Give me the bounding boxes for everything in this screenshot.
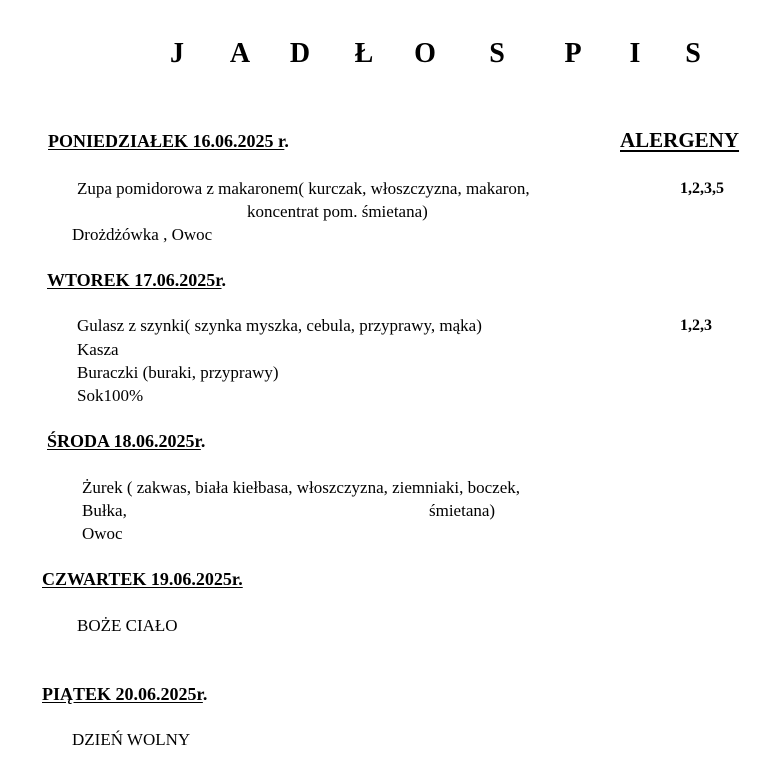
menu-line: Owoc bbox=[82, 524, 123, 543]
title-letter: D bbox=[289, 38, 311, 69]
day-header-tail: . bbox=[221, 270, 227, 290]
day-header-thursday bbox=[42, 569, 243, 590]
day-header-monday bbox=[48, 131, 289, 152]
title-letter: S bbox=[685, 38, 701, 69]
menu-title bbox=[0, 38, 780, 78]
day-header-wednesday bbox=[47, 431, 205, 452]
menu-line: BOŻE CIAŁO bbox=[77, 616, 178, 635]
allergen-codes: 1,2,3 bbox=[680, 317, 712, 334]
title-letter: O bbox=[414, 38, 436, 69]
day-header-text: WTOREK 17.06.2025r bbox=[47, 270, 222, 290]
allergen-codes: 1,2,3,5 bbox=[680, 180, 724, 197]
day-header-tail: . bbox=[202, 684, 208, 704]
day-header-friday bbox=[42, 684, 207, 705]
menu-line: koncentrat pom. śmietana) bbox=[247, 202, 428, 221]
menu-line: Zupa pomidorowa z makaronem( kurczak, włoszczyzna, makaron, bbox=[77, 179, 530, 198]
day-header-text: PONIEDZIAŁEK 16.06.2025 r bbox=[48, 131, 285, 151]
day-header-text: ŚRODA 18.06.2025r bbox=[47, 431, 201, 451]
menu-line: DZIEŃ WOLNY bbox=[72, 730, 191, 749]
menu-line: Buraczki (buraki, przyprawy) bbox=[77, 363, 279, 382]
menu-line: Sok100% bbox=[77, 386, 144, 405]
allergens-header: ALERGENY bbox=[620, 128, 740, 152]
day-header-tail: . bbox=[200, 431, 206, 451]
title-letter: P bbox=[564, 38, 582, 69]
menu-line: Drożdżówka , Owoc bbox=[72, 225, 213, 244]
menu-line: Bułka, bbox=[82, 501, 127, 520]
day-header-tail: . bbox=[284, 131, 289, 151]
title-letter: S bbox=[489, 38, 505, 69]
title-letter: I bbox=[629, 38, 641, 69]
menu-line: śmietana) bbox=[429, 501, 496, 520]
day-header-tuesday bbox=[47, 270, 226, 291]
menu-line: Gulasz z szynki( szynka myszka, cebula, przyprawy, mąka) bbox=[77, 316, 482, 335]
title-letter: A bbox=[229, 38, 251, 69]
title-letter: Ł bbox=[354, 38, 374, 69]
title-letter: J bbox=[170, 38, 184, 69]
day-header-text: PIĄTEK 20.06.2025r bbox=[42, 684, 203, 704]
menu-line: Kasza bbox=[77, 340, 119, 359]
menu-line: Żurek ( zakwas, biała kiełbasa, włoszczyzna, ziemniaki, boczek, bbox=[82, 478, 521, 497]
day-header-text: CZWARTEK 19.06.2025r. bbox=[42, 569, 243, 589]
